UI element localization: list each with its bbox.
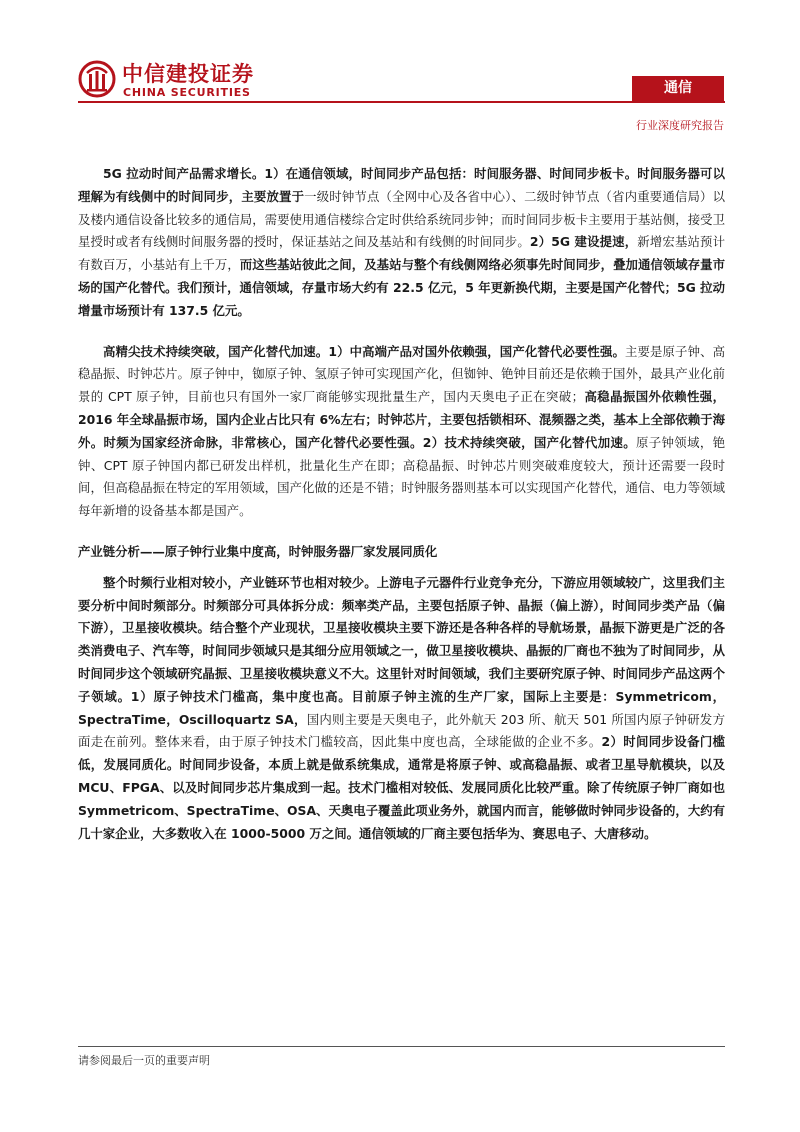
logo-chinese-name: 中信建投证券 [122,62,254,86]
text-run: 国内则主要是天奥电子，此外航天 203 所、航天 501 所国内原子钟研发方面走在前列。整体来看，由于原子钟技术门槛较高，因此集中度也高，全球能做的企业不多。 [78,711,725,750]
paragraph-5g-demand [78,163,725,323]
china-securities-logo-icon [78,60,116,98]
report-type-label: 行业深度研究报告 [636,119,724,132]
section-heading: 产业链分析——原子钟行业集中度高，时钟服务器厂家发展同质化 [78,543,438,559]
logo-english-name: CHINA SECURITIES [123,86,251,99]
text-run: 高稳晶振国外依赖性强，2016 年全球晶振市场，国内企业占比只有 6%左右；时钟芯片，主要包括锁相环、混频器之类，基本上全部依赖于海外。时频为国家经济命脉，非常核心，国产化替代必要性强。2）技术持续突破，国产化替代加速。 [78,389,725,450]
paragraph-tech-breakthrough [78,341,725,523]
page-header [0,0,800,140]
header-divider [78,101,725,103]
text-run: 2）时间同步设备门槛低，发展同质化。时间同步设备，本质上就是做系统集成，通常是将原子钟、或高稳晶振、或者卫星导航模块，以及 MCU、FPGA、以及时间同步芯片集成到一起。技术门槛相对较低、发展同质化比较严重。除了传统原子钟厂商如也 Symmetricom、SpectraTime、OSA、天奥电子覆盖此项业务外，就国内而言，能够做时钟同步设备的，大约有几十家企业，大多数收入在 1000-5000 万之间。通信领域的厂商主要包括华为、赛思电子、大唐移动。 [78,734,725,841]
disclaimer-note: 请参阅最后一页的重要声明 [78,1054,210,1067]
text-run: 主要是原子钟、高稳晶振、时钟芯片。原子钟中，铷原子钟、氢原子钟可实现国产化，但铷钟、铯钟目前还是依赖于国外，最具产业化前景的 CPT 原子钟，目前也只有国外一家厂商能够实现批量生产，国内天奥电子正在突破； [78,343,726,405]
text-run: 而这些基站彼此之间，及基站与整个有线侧网络必须事先时间同步，叠加通信领域存量市场的国产化替代。我们预计，通信领域，存量市场大约有 22.5 亿元，5 年更新换代期，主要是国产化替代；5G 拉动增量市场预计有 137.5 亿元。 [78,257,726,318]
text-run: 新增宏基站预计有数百万，小基站有上千万， [78,234,726,273]
text-run: 5G 拉动时间产品需求增长。1）在通信领域，时间同步产品包括：时间服务器、时间同步板卡。时间服务器可以理解为有线侧中的时间同步，主要放置于 [78,166,725,204]
text-run: 原子钟领域，铯钟、CPT 原子钟国内都已研发出样机，批量化生产在即；高稳晶振、时钟芯片则突破难度较大，预计还需要一段时间，但高稳晶振在特定的军用领域，国产化做的还是不错；时钟服务器则基本可以实现国产化替代，通信、电力等领域每年新增的设备基本都是国产。 [78,434,725,519]
paragraph-industry-chain [78,572,725,846]
text-run: 高精尖技术持续突破，国产化替代加速。1）中高端产品对国外依赖强，国产化替代必要性强。 [103,343,625,359]
text-run: 2）5G 建设提速， [529,234,638,250]
report-body [78,163,725,863]
footer-divider [78,1046,725,1047]
text-run: 整个时频行业相对较小，产业链环节也相对较少。上游电子元器件行业竞争充分，下游应用领域较广，这里我们主要分析中间时频部分。时频部分可具体拆分成：频率类产品，主要包括原子钟、晶振（偏上游），时间同步类产品（偏下游），卫星接收模块。结合整个产业现状，卫星接收模块主要下游还是各种各样的导航场景，晶振下游更是广泛的各类消费电子、汽车等，时间同步领域只是其细分应用领域之一，做卫星接收模块、晶振的厂商也不独为了时间同步，从时间同步这个领域研究晶振、卫星接收模块意义不大。这里针对时间领域，我们主要研究原子钟、时间同步产品这两个子领域。1）原子钟技术门槛高，集中度也高。目前原子钟主流的生产厂家，国际上主要是：Symmetricom，SpectraTime，Oscilloquartz SA， [78,574,725,727]
industry-tag: 通信 [632,76,724,101]
text-run: 一级时钟节点（全网中心及各省中心）、二级时钟节点（省内重要通信局）以及楼内通信设备比较多的通信局，需要使用通信楼综合定时供给系统同步钟；而时间同步板卡主要用于基站侧，接受卫星授时或者有线侧时间服务器的授时，保证基站之间及基站和有线侧的时间同步。 [78,188,725,250]
